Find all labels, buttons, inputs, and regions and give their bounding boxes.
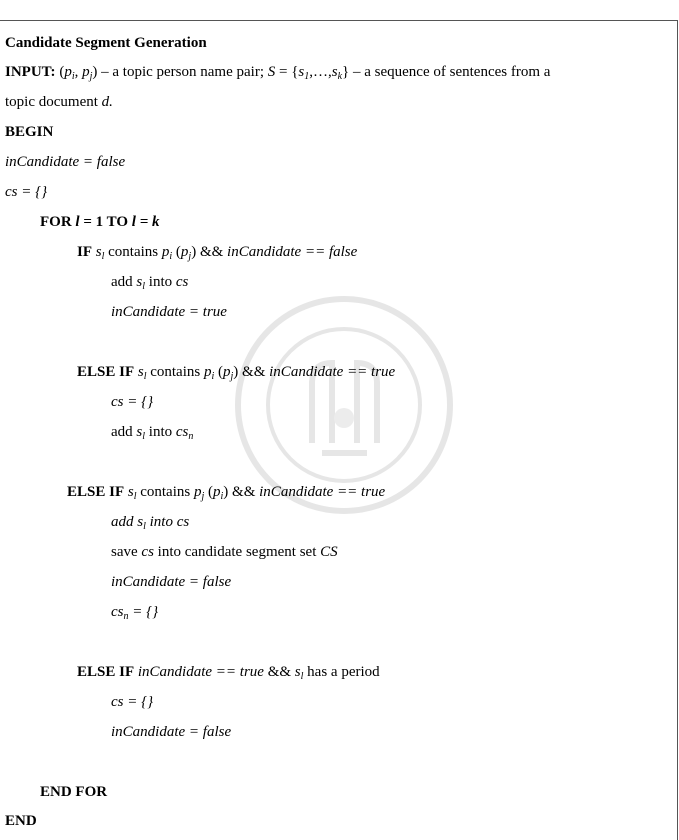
elseif-condition-4: ELSE IF inCandidate == true && $s_l$ has a period: [77, 664, 380, 682]
if-condition-1: IF $s_l$ contains $p_i$ $(p_j)$ && inCandidate == false: [77, 244, 358, 262]
input-label: INPUT:: [5, 64, 56, 80]
reset-cs-2: cs = {}: [111, 694, 154, 710]
add-sl-into-csn: add $s_l$ into $cs_n$: [111, 424, 194, 442]
end-for-keyword: END FOR: [40, 784, 108, 800]
elseif-condition-3: ELSE IF $s_l$ contains $p_j$ $(p_i)$ && inCandidate == true: [67, 484, 386, 502]
init-cs: cs = {}: [5, 184, 48, 200]
add-sl-into-cs-italic: add $s_l$ into cs: [111, 514, 190, 532]
for-header: FOR l = 1 TO l = k: [40, 214, 160, 230]
init-incandidate: inCandidate = false: [5, 154, 126, 170]
algorithm-title: Candidate Segment Generation: [5, 35, 207, 51]
elseif-condition-2: ELSE IF $s_l$ contains $p_i$ $(p_j)$ && inCandidate == true: [77, 364, 396, 382]
reset-cs-1: cs = {}: [111, 394, 154, 410]
set-candidate-false-1: inCandidate = false: [111, 574, 232, 590]
set-candidate-true: inCandidate = true: [111, 304, 227, 320]
set-candidate-false-2: inCandidate = false: [111, 724, 232, 740]
input-line-1: INPUT: ($p_i$, $p_j$) – a topic person name pair; $S = \{s_1,\dots,s_k\} - a$ sequence of sentences from a: [5, 64, 551, 82]
reset-csn: $cs_n$ = {}: [111, 604, 159, 622]
input-line-2: topic document d.: [5, 94, 113, 110]
save-cs-into-CS: save cs into candidate segment set CS: [111, 544, 338, 560]
add-sl-into-cs: add $s_l$ into cs: [111, 274, 189, 292]
begin-keyword: BEGIN: [5, 124, 54, 140]
end-keyword: END: [5, 813, 37, 829]
